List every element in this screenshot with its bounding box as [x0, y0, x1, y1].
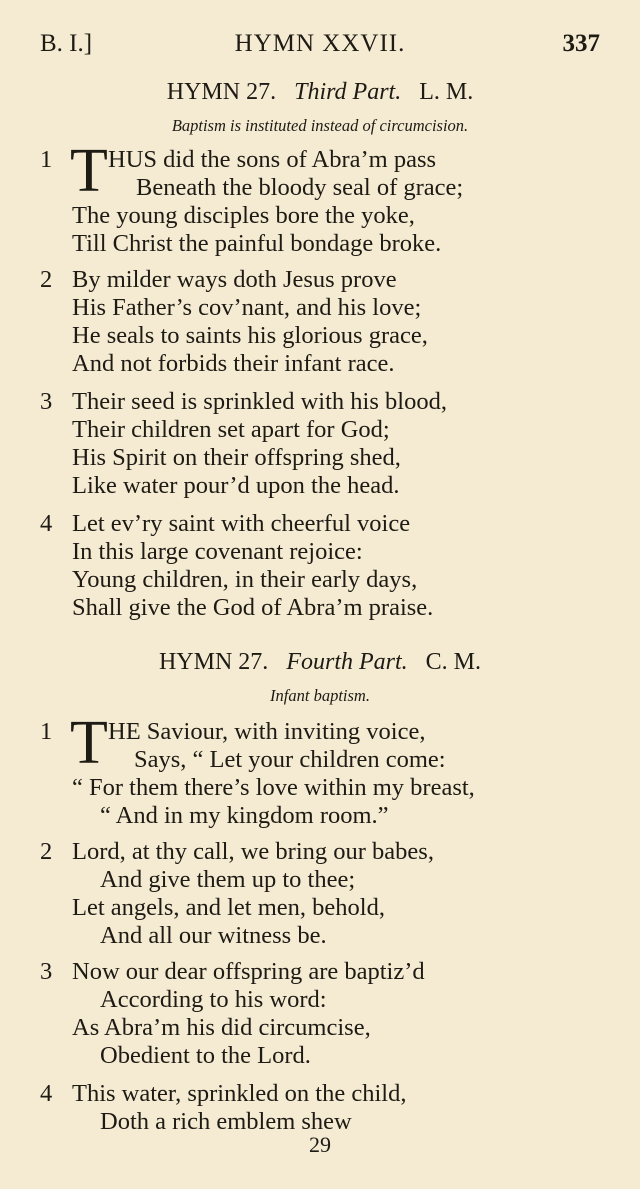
signature-mark: 29 — [309, 1132, 331, 1157]
verse-line: As Abra’m his did circumcise, — [72, 1014, 371, 1041]
verse-line: “ For them there’s love within my breast, — [72, 774, 475, 801]
verse-line: Says, “ Let your children come: — [134, 746, 446, 773]
section-marker: B. I.] — [40, 30, 93, 57]
stanza-number: 3 — [40, 958, 53, 985]
verse-line: HUS did the sons of Abra’m pass — [108, 146, 437, 173]
verse-line: Like water pour’d upon the head. — [72, 472, 400, 499]
stanza-number: 4 — [40, 510, 53, 537]
stanza-number: 3 — [40, 388, 53, 415]
hymn-subtitle: Baptism is instituted instead of circumcision. — [171, 116, 469, 135]
verse-line: His Spirit on their offspring shed, — [72, 444, 401, 471]
verse-line: According to his word: — [100, 986, 327, 1013]
verse-line: Lord, at thy call, we bring our babes, — [72, 838, 434, 865]
stanza-number: 1 — [40, 146, 53, 173]
verse-line: Till Christ the painful bondage broke. — [72, 230, 442, 257]
hymn-part: Third Part. — [294, 79, 402, 105]
hymn-title-fourth-part — [0, 646, 640, 678]
verse-line: Let angels, and let men, behold, — [72, 894, 385, 921]
verse-line: And give them up to thee; — [100, 866, 356, 893]
verse-line: By milder ways doth Jesus prove — [72, 266, 397, 293]
verse-line: Their seed is sprinkled with his blood, — [72, 388, 447, 415]
page-number: 337 — [562, 30, 600, 57]
verse-line: And not forbids their infant race. — [72, 350, 395, 377]
stanza-number: 4 — [40, 1080, 53, 1107]
verse-line: He seals to saints his glorious grace, — [72, 322, 428, 349]
running-head — [40, 30, 600, 64]
verse-line: Doth a rich emblem shew — [100, 1108, 352, 1135]
verse-line: Obedient to the Lord. — [100, 1042, 311, 1069]
stanza-number: 2 — [40, 266, 53, 293]
verse-line: Let ev’ry saint with cheerful voice — [72, 510, 411, 537]
verse-line: “ And in my kingdom room.” — [100, 802, 389, 829]
running-title: HYMN XXVII. — [234, 30, 406, 57]
verse-line: This water, sprinkled on the child, — [72, 1080, 407, 1107]
drop-cap: T — [70, 709, 108, 777]
hymn-number: HYMN 27. — [166, 79, 277, 105]
verse-line: The young disciples bore the yoke, — [72, 202, 415, 229]
stanza-number: 1 — [40, 718, 53, 745]
hymn-number: HYMN 27. — [158, 649, 269, 675]
hymn-title-third-part — [0, 76, 640, 108]
verse-line: In this large covenant rejoice: — [72, 538, 363, 565]
drop-cap: T — [70, 137, 108, 205]
verse-line: Their children set apart for God; — [72, 416, 390, 443]
hymn-meter: C. M. — [425, 649, 482, 675]
verse-line: Beneath the bloody seal of grace; — [136, 174, 464, 201]
verse-line: Shall give the God of Abra’m praise. — [72, 594, 434, 621]
hymn-subtitle: Infant baptism. — [270, 686, 370, 705]
verse-line: And all our witness be. — [100, 922, 327, 949]
verse-line: His Father’s cov’nant, and his love; — [72, 294, 422, 321]
hymn-meter: L. M. — [419, 79, 474, 105]
verse-line: Young children, in their early days, — [72, 566, 418, 593]
stanza-number: 2 — [40, 838, 53, 865]
verse-line: HE Saviour, with inviting voice, — [108, 718, 426, 745]
hymn-part: Fourth Part. — [286, 649, 408, 675]
verse-line: Now our dear offspring are baptiz’d — [72, 958, 425, 985]
